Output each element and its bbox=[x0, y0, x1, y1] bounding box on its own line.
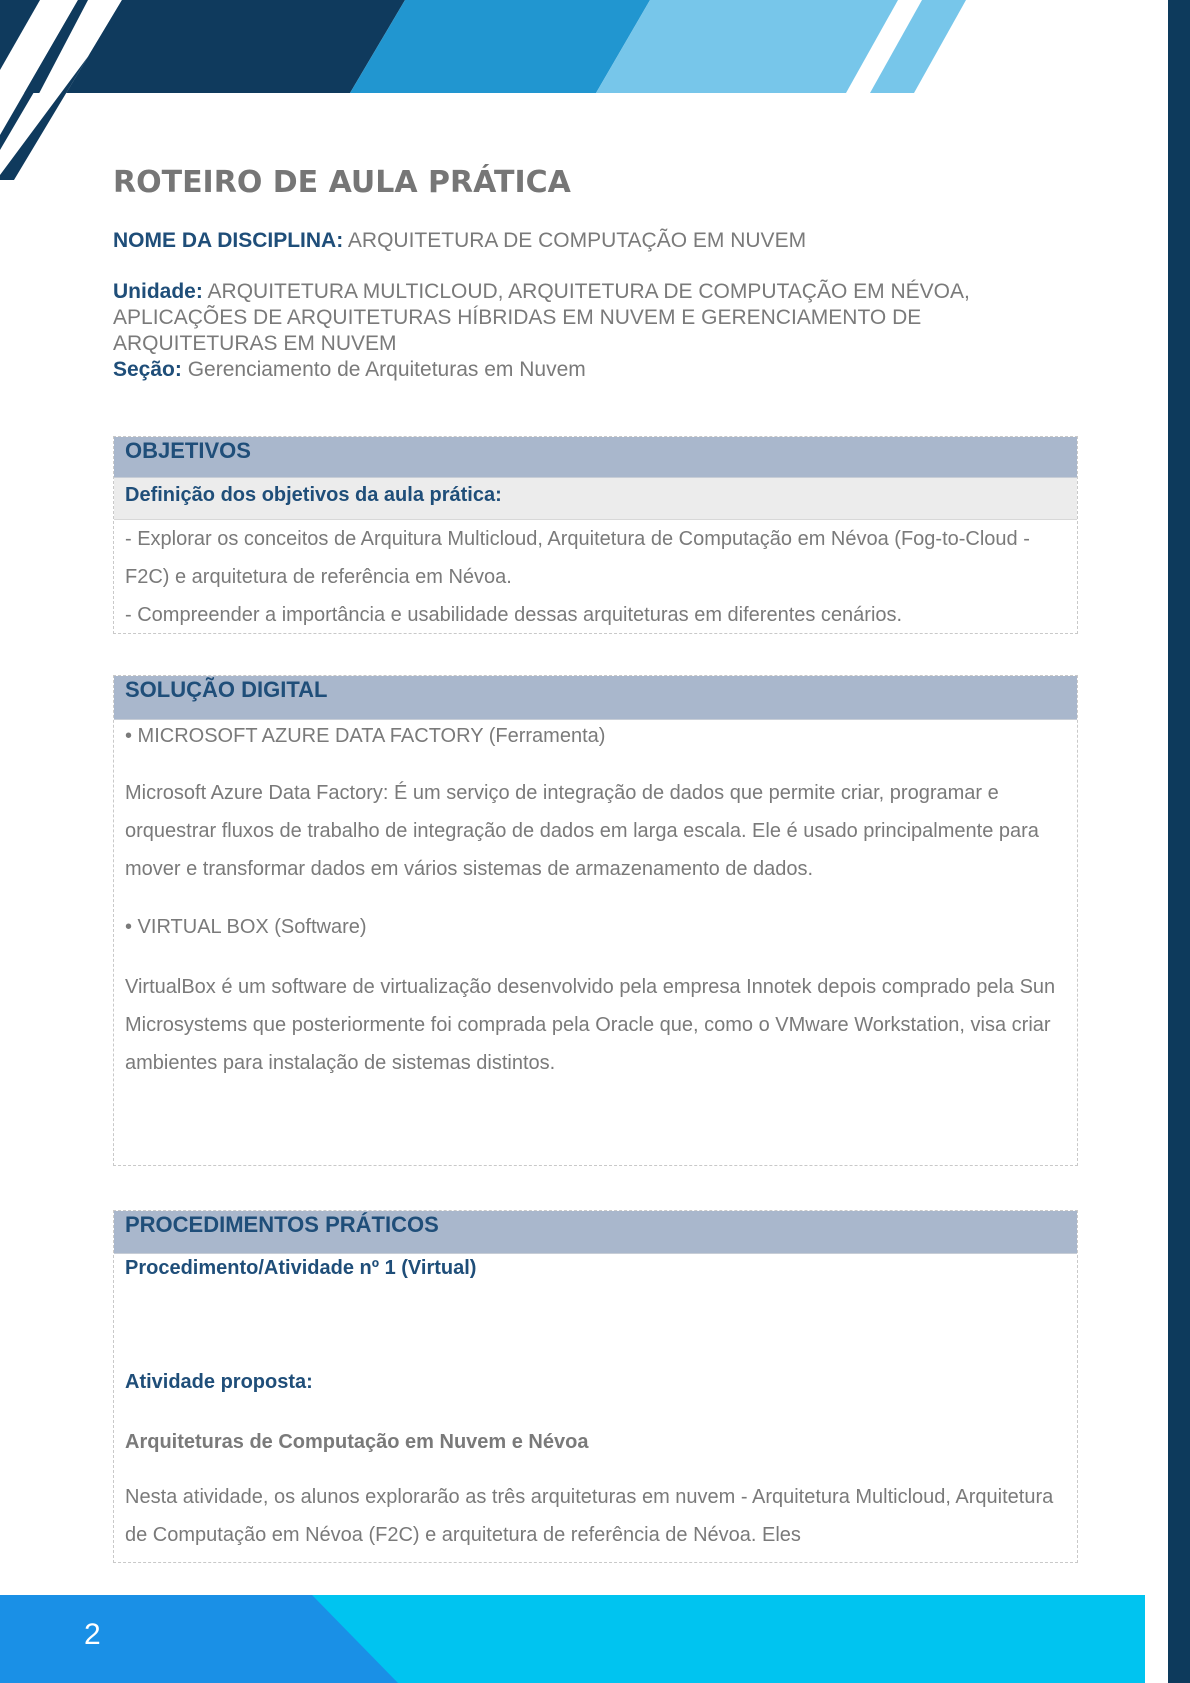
discipline-value: ARQUITETURA DE COMPUTAÇÃO EM NUVEM bbox=[347, 229, 807, 252]
discipline-line bbox=[113, 228, 806, 254]
section-label: Seção: bbox=[113, 358, 182, 381]
tool2-title: • VIRTUAL BOX (Software) bbox=[125, 916, 367, 938]
document-title: ROTEIRO DE AULA PRÁTICA bbox=[113, 165, 571, 200]
discipline-label: NOME DA DISCIPLINA: bbox=[113, 229, 344, 252]
unit-block bbox=[113, 279, 1073, 383]
footer-cyan-block bbox=[312, 1595, 1145, 1683]
header-graphic bbox=[0, 0, 1190, 180]
activity-topic: Arquiteturas de Computação em Nuvem e Névoa bbox=[125, 1431, 589, 1453]
objective-item-2: - Compreender a importância e usabilidade dessas arquiteturas em diferentes cenários. bbox=[125, 604, 903, 626]
objective-item-1: - Explorar os conceitos de Arquitura Multicloud, Arquitetura de Computação em Névoa (Fog-to-Cloud - F2C) e arquitetura de referência em Névoa. bbox=[125, 528, 1030, 588]
tool1-title: • MICROSOFT AZURE DATA FACTORY (Ferramenta) bbox=[125, 725, 606, 747]
objectives-section bbox=[113, 436, 1078, 634]
objectives-heading: OBJETIVOS bbox=[114, 437, 1077, 478]
procedures-heading: PROCEDIMENTOS PRÁTICOS bbox=[114, 1211, 1077, 1254]
procedures-section bbox=[113, 1210, 1078, 1563]
digital-solution-section bbox=[113, 675, 1078, 1166]
unit-label: Unidade: bbox=[113, 280, 203, 303]
objectives-subheading: Definição dos objetivos da aula prática: bbox=[114, 478, 1077, 520]
digital-solution-heading: SOLUÇÃO DIGITAL bbox=[114, 676, 1077, 720]
unit-value: ARQUITETURA MULTICLOUD, ARQUITETURA DE COMPUTAÇÃO EM NÉVOA, APLICAÇÕES DE ARQUITETURAS HÍBRIDAS EM NUVEM E GERENCIAMENTO DE ARQUITETURAS EM NUVEM bbox=[113, 280, 970, 355]
activity-description: Nesta atividade, os alunos explorarão as três arquiteturas em nuvem - Arquitetura Multicloud, Arquitetura de Computação em Névoa (F2C) e arquitetura de referência de Névoa. Eles bbox=[125, 1486, 1054, 1546]
page-number: 2 bbox=[84, 1618, 101, 1651]
footer-band bbox=[0, 1595, 1145, 1683]
tool1-description: Microsoft Azure Data Factory: É um serviço de integração de dados que permite criar, programar e orquestrar fluxos de trabalho de integração de dados em larga escala. Ele é usado principalmente para mover e transformar dados em vários sistemas de armazenamento de dados. bbox=[125, 782, 1039, 880]
right-edge-bar bbox=[1168, 0, 1190, 1683]
proposed-activity-label: Atividade proposta: bbox=[125, 1371, 313, 1393]
activity-title: Procedimento/Atividade nº 1 (Virtual) bbox=[125, 1257, 477, 1279]
section-value: Gerenciamento de Arquiteturas em Nuvem bbox=[187, 358, 586, 381]
tool2-description: VirtualBox é um software de virtualização desenvolvido pela empresa Innotek depois comprado pela Sun Microsystems que posteriormente foi comprada pela Oracle que, como o VMware Workstation, visa criar ambientes para instalação de sistemas distintos. bbox=[125, 976, 1056, 1074]
